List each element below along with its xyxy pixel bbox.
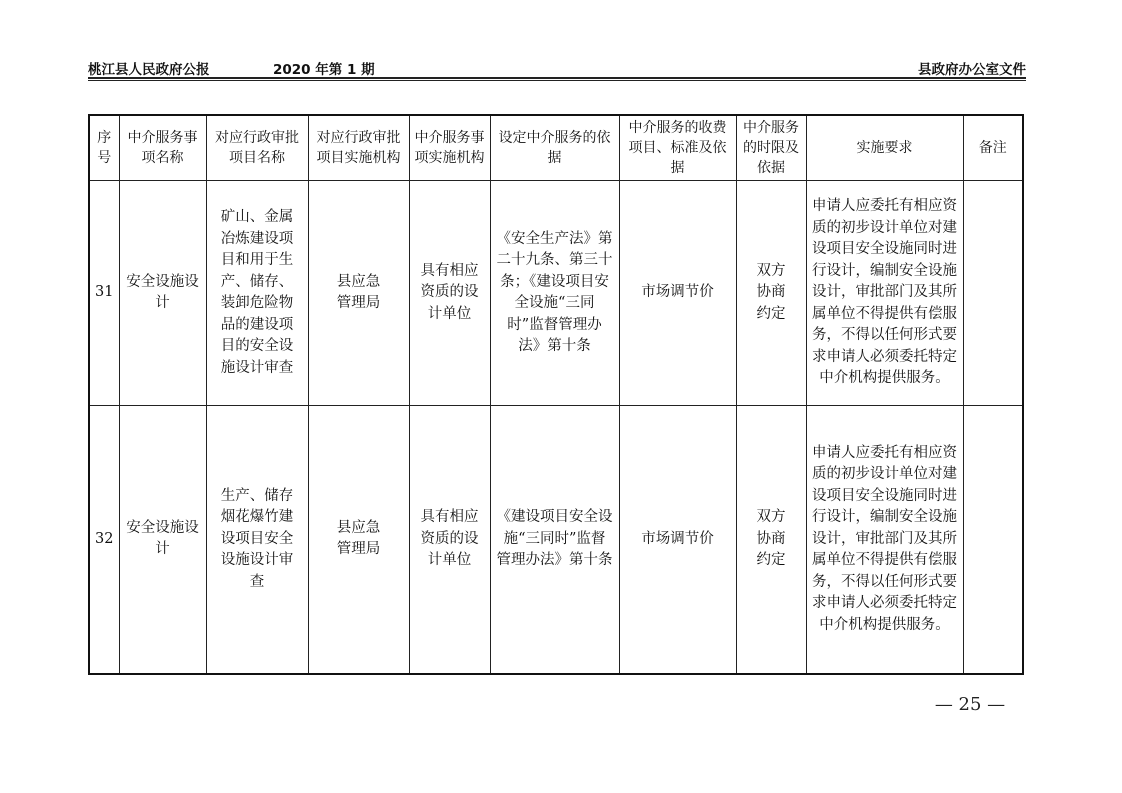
row-fee: 市场调节价 [619,181,736,406]
row-time-limit: 双方协商约定 [736,406,806,674]
row-service: 安全设施设计 [119,181,206,406]
table-header-row [89,115,1023,181]
row-no: 31 [89,181,119,406]
row-remark [963,406,1023,674]
table-row [89,406,1023,674]
row-approval-agency: 县应急管理局 [308,406,409,674]
row-fee: 市场调节价 [619,406,736,674]
row-remark [963,181,1023,406]
col-header-service-agency: 中介服务事项实施机构 [409,115,490,181]
section-label: 县政府办公室文件 [918,62,1026,78]
col-header-fee: 中介服务的收费项目、标准及依据 [619,115,736,181]
page-number: — 25 — [934,694,1006,715]
row-requirement: 申请人应委托有相应资质的初步设计单位对建设项目安全设施同时进行设计，编制安全设施设计，审批部门及其所属单位不得提供有偿服务，不得以任何形式要求申请人必须委托特定中介机构提供服务。 [806,406,963,674]
row-no: 32 [89,406,119,674]
table-row [89,181,1023,406]
gazette-title: 桃江县人民政府公报 [88,62,210,78]
col-header-no: 序号 [89,115,119,181]
row-service: 安全设施设计 [119,406,206,674]
row-basis: 《安全生产法》第二十九条、第三十条；《建设项目安全设施“三同时”监督管理办法》第十条 [490,181,619,406]
col-header-requirement: 实施要求 [806,115,963,181]
row-approval-item: 矿山、金属冶炼建设项目和用于生产、储存、装卸危险物品的建设项目的安全设施设计审查 [206,181,308,406]
col-header-remark: 备注 [963,115,1023,181]
row-approval-agency: 县应急管理局 [308,181,409,406]
row-requirement: 申请人应委托有相应资质的初步设计单位对建设项目安全设施同时进行设计，编制安全设施设计，审批部门及其所属单位不得提供有偿服务，不得以任何形式要求申请人必须委托特定中介机构提供服务。 [806,181,963,406]
row-basis: 《建设项目安全设施“三同时”监督管理办法》第十条 [490,406,619,674]
col-header-basis: 设定中介服务的依据 [490,115,619,181]
issue-label: 2020 年第 1 期 [273,62,375,78]
header-rule [88,77,1026,81]
intermediary-services-table [88,114,1024,675]
col-header-time-limit: 中介服务的时限及依据 [736,115,806,181]
page-header [88,58,1026,76]
row-service-agency: 具有相应资质的设计单位 [409,181,490,406]
row-service-agency: 具有相应资质的设计单位 [409,406,490,674]
col-header-approval-item: 对应行政审批项目名称 [206,115,308,181]
col-header-service: 中介服务事项名称 [119,115,206,181]
row-approval-item: 生产、储存烟花爆竹建设项目安全设施设计审查 [206,406,308,674]
row-time-limit: 双方协商约定 [736,181,806,406]
col-header-approval-agency: 对应行政审批项目实施机构 [308,115,409,181]
